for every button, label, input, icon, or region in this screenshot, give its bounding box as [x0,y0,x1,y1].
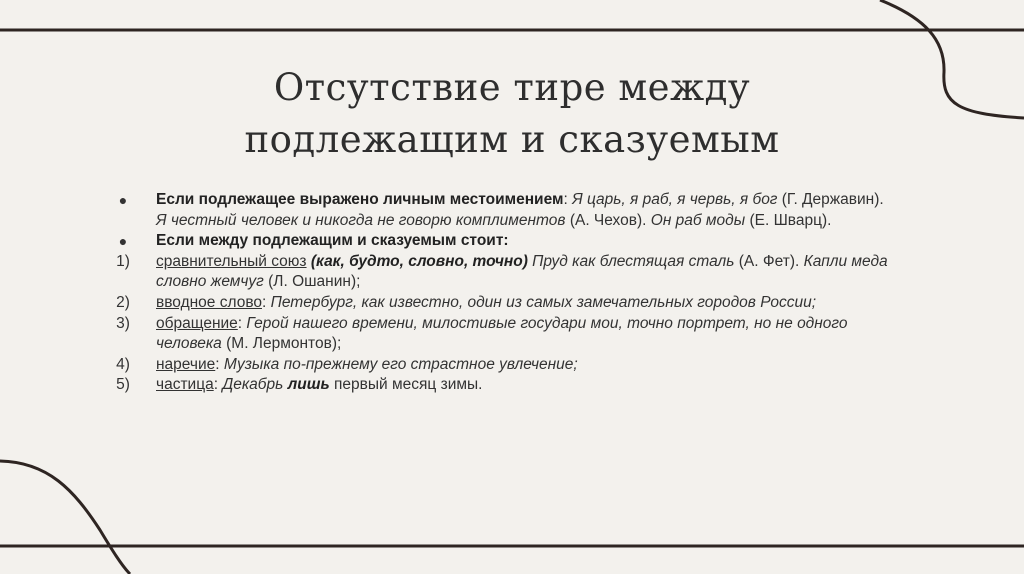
list-number: 2) [116,293,130,311]
bullet-personal-pronoun: ● Если подлежащее выражено личным местоимением: Я царь, я раб, я червь, я бог (Г. Державин). Я честный человек и никогда не говорю комплиментов (А. Чехов). Он раб моды (Е. Шварц). [108,190,908,231]
example-source: (Л. Ошанин); [263,273,361,291]
example-text: Музыка по-прежнему его страстное увлечение; [223,355,578,373]
bullet-marker: ● [118,192,128,208]
list-number: 3) [116,314,130,332]
list-item-address: 3) обращение: Герой нашего времени, милостивые государи мои, точно портрет, но не одного человека (М. Лермонтов); [108,314,908,355]
term: наречие [156,355,216,373]
bottom-left-curve [0,461,130,574]
example-source: (М. Лермонтов); [221,335,342,353]
example-source: (Г. Державин). [777,191,884,208]
list-number: 4) [116,355,130,373]
title-line-2: подлежащим и сказуемым [244,118,780,161]
term: обращение [156,314,238,332]
list-number: 5) [116,376,130,394]
example-source: (Е. Шварц). [745,211,832,229]
example-text: первый месяц зимы. [329,376,483,394]
example-text: Пруд как блестящая сталь [527,252,735,270]
bullet-between-subject-predicate [108,231,908,252]
list-item-adverb: 4) наречие: Музыка по-прежнему его страстное увлечение; [108,355,908,376]
example-text: Декабрь [222,376,288,394]
example-text: Капли меда словно жемчуг [156,252,888,291]
term: вводное слово [156,293,262,311]
list-item-particle: 5) частица: Декабрь лишь первый месяц зимы. [108,375,908,396]
conjunctions: (как, будто, словно, точно) [310,252,528,270]
title-line-1: Отсутствие тире между [273,66,751,109]
example-text: Герой нашего времени, милостивые государи мои, точно портрет, но не одного человека [156,314,848,353]
example-text: Я царь, я раб, я червь, я бог [572,191,778,208]
example-text: Он раб моды [650,211,746,229]
example-source: (А. Чехов). [565,211,651,229]
term: частица [156,376,214,394]
term: сравнительный союз [156,252,307,270]
example-text: Я честный человек и никогда не говорю комплиментов [156,211,566,229]
bullet-marker: ● [118,233,128,250]
list-item-introductory-word: 2) вводное слово: Петербург, как известно, один из самых замечательных городов России; [108,293,908,314]
slide-title [0,62,1024,166]
rule-text: Если подлежащее выражено личным местоимением [156,191,564,208]
emphasized-word: лишь [287,376,330,394]
list-item-comparative-conjunction [108,252,908,293]
list-number: 1) [116,252,130,270]
example-source: (А. Фет). [734,252,804,270]
slide-body [108,190,908,396]
rule-text: Если между подлежащим и сказуемым стоит: [156,232,509,250]
example-text: Петербург, как известно, один из самых замечательных городов России; [270,293,817,311]
